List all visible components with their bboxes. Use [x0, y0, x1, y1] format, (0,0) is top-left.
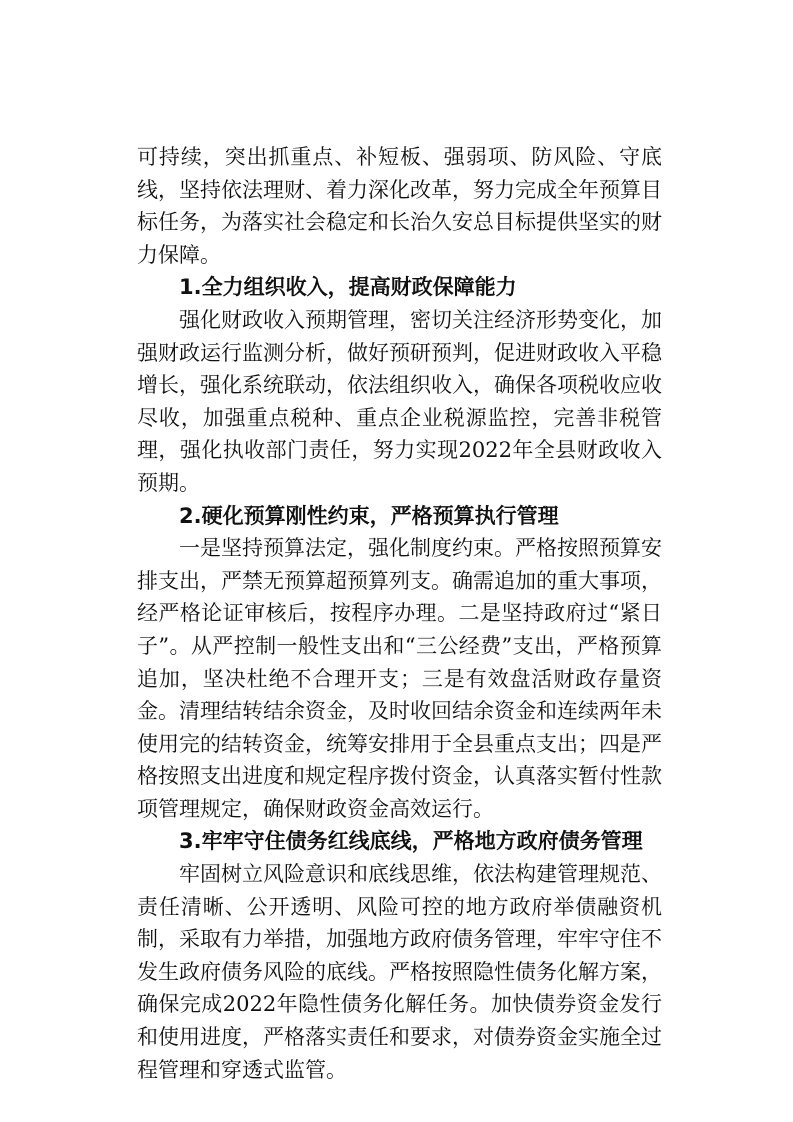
section-1-heading: 1.全力组织收入，提高财政保障能力 — [179, 275, 517, 300]
section-2-heading: 2.硬化预算刚性约束，严格预算执行管理 — [179, 503, 559, 528]
section-2-body: 一是坚持预算法定，强化制度约束。严格按照预算安排支出，严禁无预算超预算列支。确需追加的重大事项，经严格论证审核后，按程序办理。二是坚持政府过“紧日子”。从严控制一般性支出和“三公经费”支出，严格预算追加，坚决杜绝不合理开支；三是有效盘活财政存量资金。清理结转结余资金，及时收回结余资金和连续两年未使用完的结转资金，统筹安排用于全县重点支出；四是严格按照支出进度和规定程序拨付资金，认真落实暂付性款项管理规定，确保财政资金高效运行。 — [137, 536, 662, 821]
section-3-heading: 3.牢牢守住债务红线底线，严格地方政府债务管理 — [179, 829, 643, 854]
section-1-body: 强化财政收入预期管理，密切关注经济形势变化，加强财政运行监测分析，做好预研预判，促进财政收入平稳增长，强化系统联动，依法组织收入，确保各项税收应收尽收，加强重点税种、重点企业税源监控，完善非税管理，强化执收部门责任，努力实现2022年全县财政收入预期。 — [137, 307, 662, 495]
section-3-body: 牢固树立风险意识和底线思维，依法构建管理规范、责任清晰、公开透明、风险可控的地方政府举债融资机制，采取有力举措，加强地方政府债务管理，牢牢守住不发生政府债务风险的底线。严格按照隐性债务化解方案，确保完成2022年隐性债务化解任务。加快债券资金发行和使用进度，严格落实责任和要求，对债券资金实施全过程管理和穿透式监管。 — [137, 862, 662, 1082]
intro-paragraph: 可持续，突出抓重点、补短板、强弱项、防风险、守底线，坚持依法理财、着力深化改革，努力完成全年预算目标任务，为落实社会稳定和长治久安总目标提供坚实的财力保障。 — [137, 145, 662, 267]
document-page — [137, 141, 662, 1086]
